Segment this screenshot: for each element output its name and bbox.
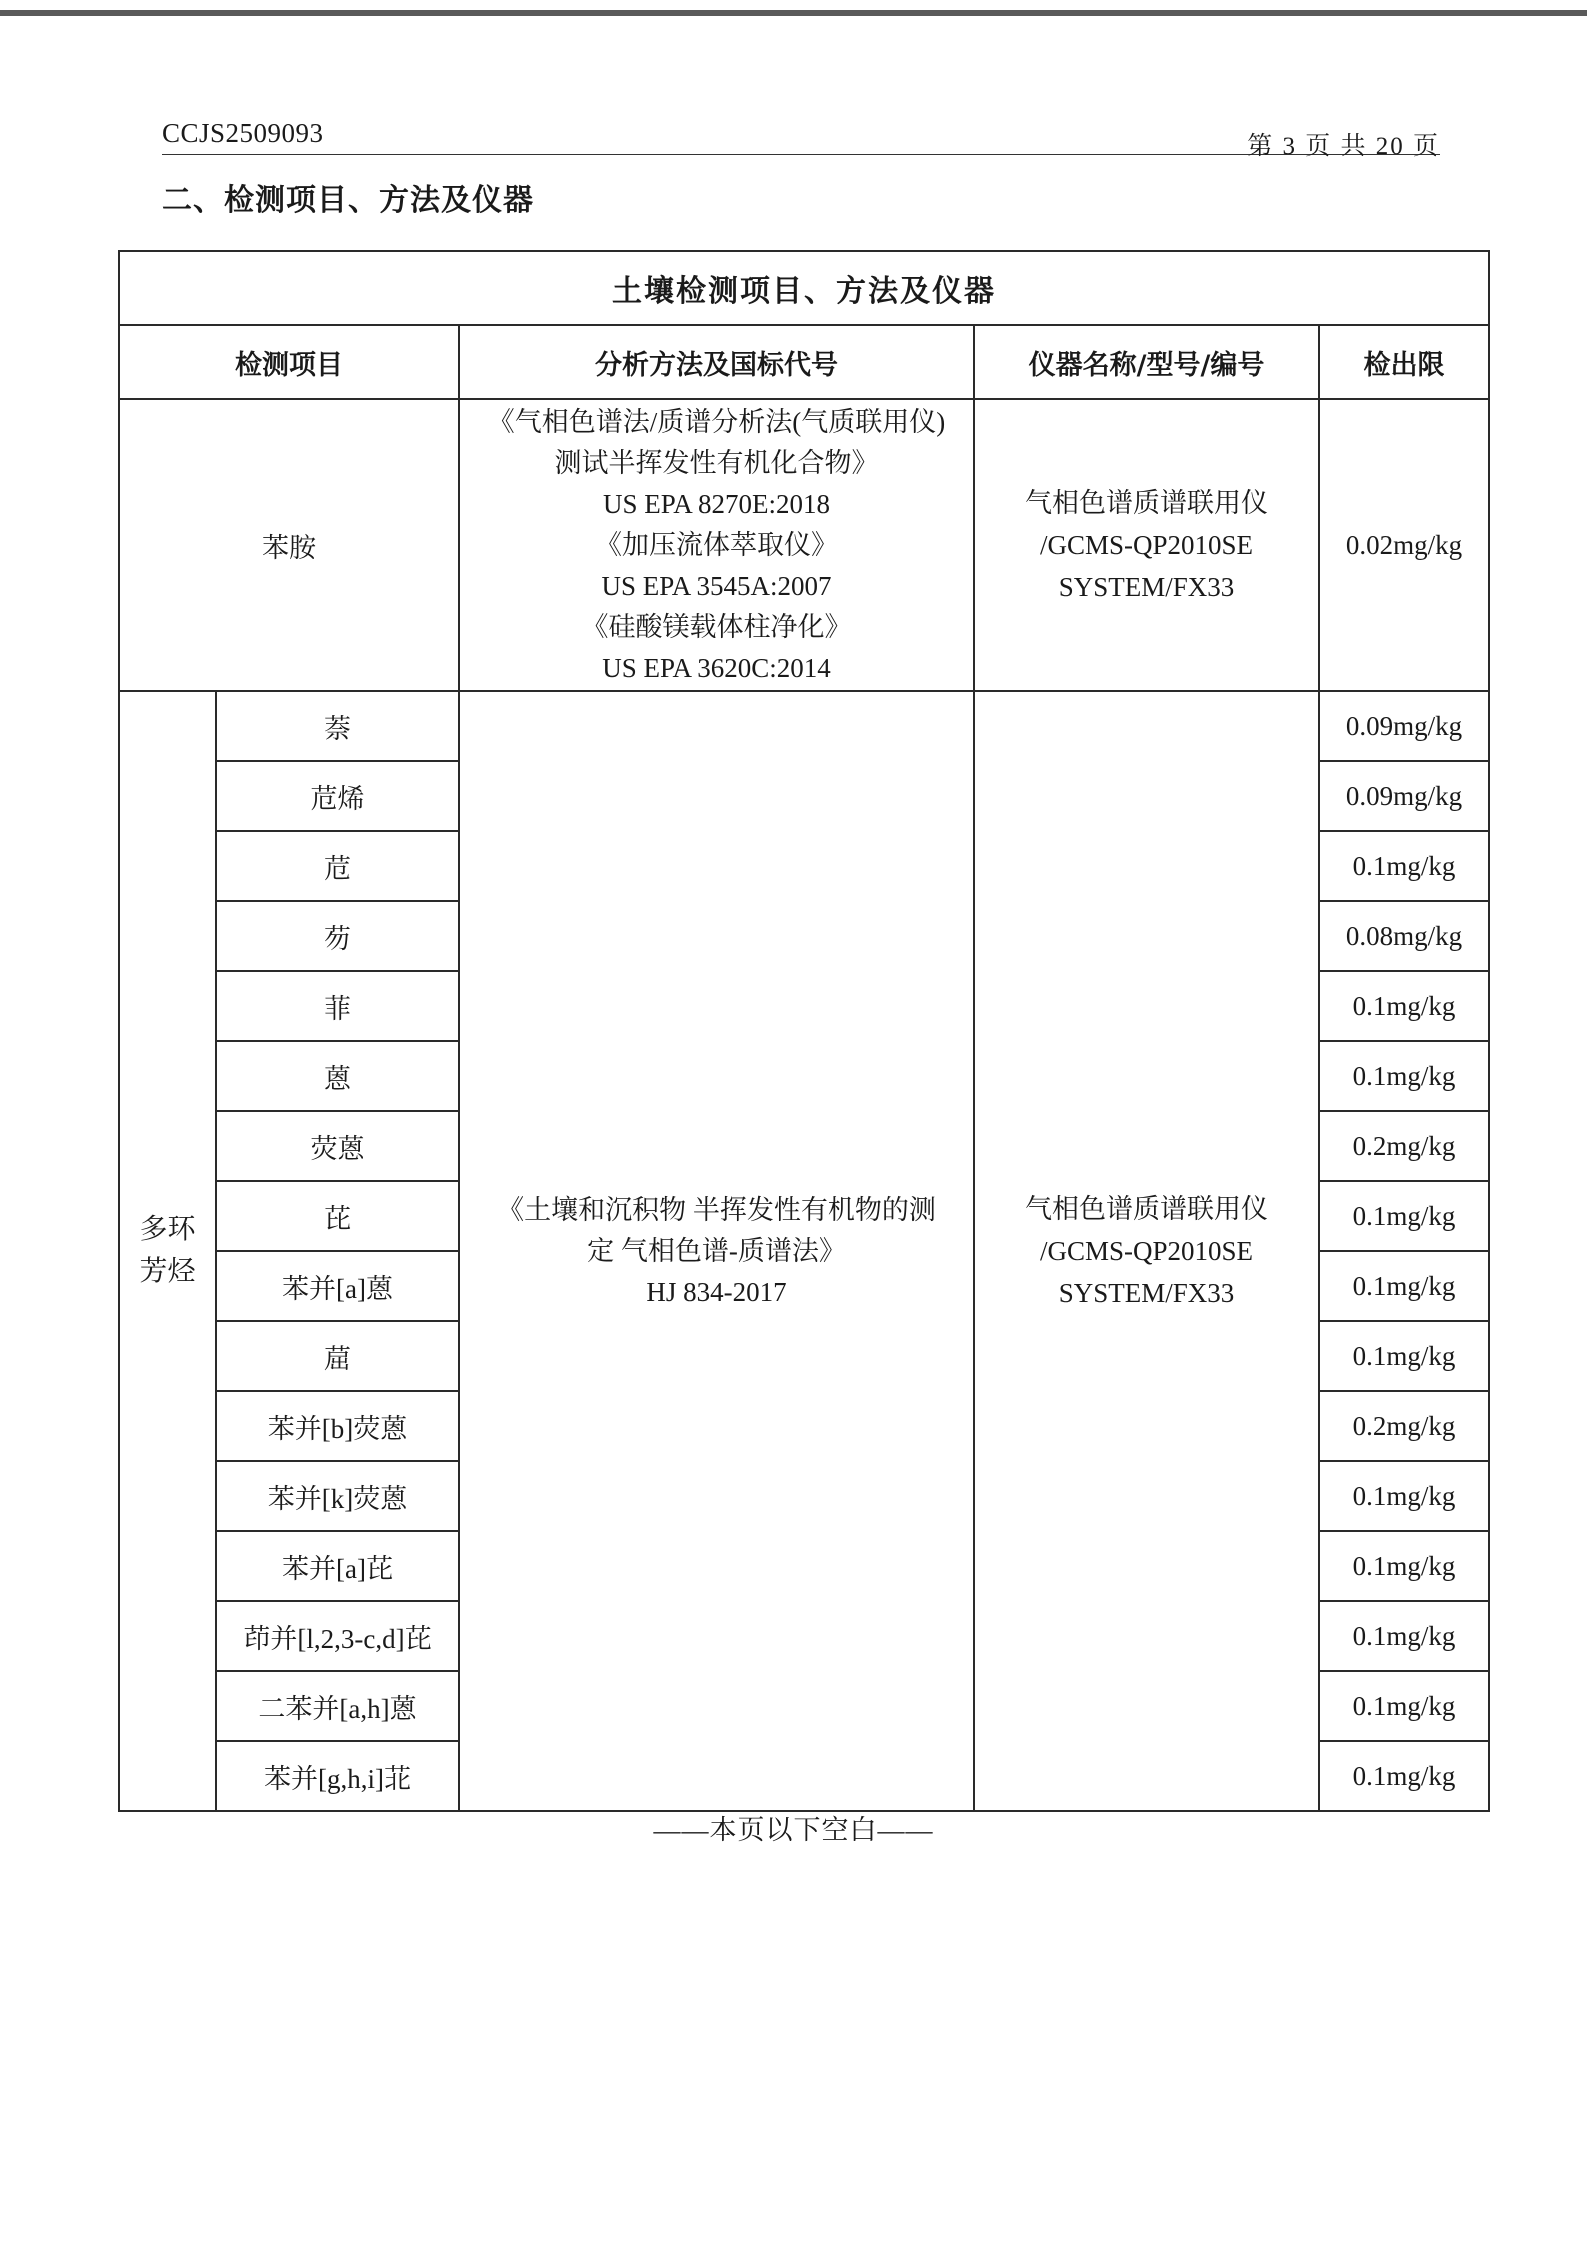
item-cell: 萘 xyxy=(216,691,459,761)
item-cell: 芴 xyxy=(216,901,459,971)
text-line: US EPA 8270E:2018 xyxy=(602,488,831,519)
text-line: 定 气相色谱-质谱法》 xyxy=(587,1235,846,1266)
table-row-aniline xyxy=(119,399,1489,691)
text-line: 测试半挥发性有机化合物》 xyxy=(554,447,879,478)
text-line: SYSTEM/FX33 xyxy=(1058,1278,1235,1308)
methods-table xyxy=(118,250,1490,1812)
header-item: 检测项目 xyxy=(119,325,459,399)
group-cell xyxy=(119,691,216,1811)
text-line: 《土壤和沉积物 半挥发性有机物的测 xyxy=(497,1194,936,1225)
header-instrument: 仪器名称/型号/编号 xyxy=(974,325,1319,399)
text-line: 《气相色谱法/质谱分析法(气质联用仪) xyxy=(487,406,946,437)
scan-top-edge xyxy=(0,0,1587,22)
item-cell: 荧蒽 xyxy=(216,1111,459,1181)
item-cell: 苯胺 xyxy=(119,399,459,691)
limit-cell: 0.1mg/kg xyxy=(1319,1321,1489,1391)
item-cell: 芘 xyxy=(216,1181,459,1251)
report-code: CCJS2509093 xyxy=(162,118,324,148)
table-row xyxy=(119,691,1489,761)
item-cell: 茚并[l,2,3-c,d]芘 xyxy=(216,1601,459,1671)
item-cell: 苊 xyxy=(216,831,459,901)
text-line: 《加压流体萃取仪》 xyxy=(595,529,838,560)
item-cell: 二苯并[a,h]蒽 xyxy=(216,1671,459,1741)
item-cell: 䓛 xyxy=(216,1321,459,1391)
limit-cell: 0.09mg/kg xyxy=(1319,691,1489,761)
instrument-cell xyxy=(974,691,1319,1811)
item-cell: 蒽 xyxy=(216,1041,459,1111)
limit-cell: 0.09mg/kg xyxy=(1319,761,1489,831)
instrument-cell xyxy=(974,399,1319,691)
section-title: 二、检测项目、方法及仪器 xyxy=(162,183,534,218)
text-line: US EPA 3620C:2014 xyxy=(602,652,831,683)
table-header-row xyxy=(119,325,1489,399)
limit-cell: 0.1mg/kg xyxy=(1319,831,1489,901)
limit-cell: 0.1mg/kg xyxy=(1319,1251,1489,1321)
method-cell xyxy=(459,399,974,691)
limit-cell: 0.1mg/kg xyxy=(1319,971,1489,1041)
text-line: 气相色谱质谱联用仪 xyxy=(1025,1194,1268,1224)
limit-cell: 0.1mg/kg xyxy=(1319,1601,1489,1671)
page-header xyxy=(162,112,1440,160)
text-line: US EPA 3545A:2007 xyxy=(601,570,832,601)
text-line: SYSTEM/FX33 xyxy=(1058,572,1235,602)
scan-top-line xyxy=(0,10,1587,16)
limit-cell: 0.2mg/kg xyxy=(1319,1391,1489,1461)
item-cell: 苯并[b]荧蒽 xyxy=(216,1391,459,1461)
limit-cell: 0.1mg/kg xyxy=(1319,1461,1489,1531)
limit-cell: 0.1mg/kg xyxy=(1319,1531,1489,1601)
limit-cell: 0.1mg/kg xyxy=(1319,1041,1489,1111)
text-line: 芳烃 xyxy=(139,1256,196,1287)
text-line: 多环 xyxy=(139,1214,196,1245)
header-method: 分析方法及国标代号 xyxy=(459,325,974,399)
item-cell: 苯并[a]蒽 xyxy=(216,1251,459,1321)
blank-below-note: ——本页以下空白—— xyxy=(653,1815,934,1845)
limit-cell: 0.08mg/kg xyxy=(1319,901,1489,971)
method-cell xyxy=(459,691,974,1811)
header-limit: 检出限 xyxy=(1319,325,1489,399)
item-cell: 苯并[k]荧蒽 xyxy=(216,1461,459,1531)
text-line: HJ 834-2017 xyxy=(646,1276,787,1307)
text-line: /GCMS-QP2010SE xyxy=(1039,530,1254,560)
page-number: 第 3 页 共 20 页 xyxy=(1247,133,1440,160)
limit-cell: 0.1mg/kg xyxy=(1319,1741,1489,1811)
table-caption: 土壤检测项目、方法及仪器 xyxy=(119,251,1489,325)
text-line: 气相色谱质谱联用仪 xyxy=(1025,488,1268,518)
limit-cell: 0.2mg/kg xyxy=(1319,1111,1489,1181)
item-cell: 菲 xyxy=(216,971,459,1041)
limit-cell: 0.02mg/kg xyxy=(1319,399,1489,691)
text-line: /GCMS-QP2010SE xyxy=(1039,1236,1254,1266)
item-cell: 苯并[g,h,i]苝 xyxy=(216,1741,459,1811)
item-cell: 苊烯 xyxy=(216,761,459,831)
text-line: 《硅酸镁载体柱净化》 xyxy=(581,611,852,642)
item-cell: 苯并[a]芘 xyxy=(216,1531,459,1601)
limit-cell: 0.1mg/kg xyxy=(1319,1671,1489,1741)
limit-cell: 0.1mg/kg xyxy=(1319,1181,1489,1251)
table-caption-row xyxy=(119,251,1489,325)
